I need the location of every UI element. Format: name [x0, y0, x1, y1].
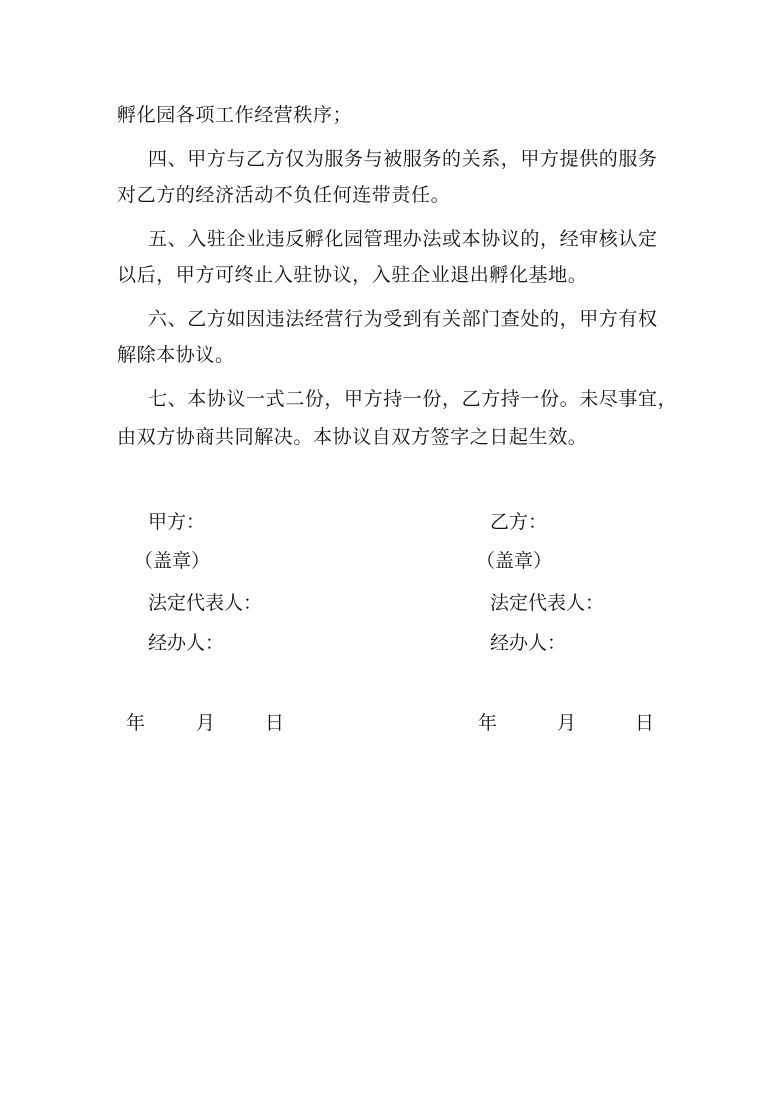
party-b-date-month: 月	[557, 712, 577, 734]
clause-7-line-2: 由双方协商共同解决。本协议自双方签字之日起生效。	[117, 426, 588, 448]
clause-7-line-1: 七、本协议一式二份，甲方持一份，乙方持一份。未尽事宜，	[148, 388, 678, 410]
party-a-label: 甲方：	[148, 511, 206, 533]
clause-5-line-1: 五、入驻企业违反孵化园管理办法或本协议的，经审核认定	[148, 228, 658, 250]
party-a-seal: （盖章）	[134, 550, 211, 572]
party-b-handler: 经办人：	[490, 632, 567, 654]
clause-6-line-2: 解除本协议。	[117, 344, 235, 366]
party-a-legal-rep: 法定代表人：	[148, 592, 263, 614]
party-b-legal-rep: 法定代表人：	[490, 592, 605, 614]
clause-6-line-1: 六、乙方如因违法经营行为受到有关部门查处的，甲方有权	[148, 308, 658, 330]
party-b-date-day: 日	[635, 712, 655, 734]
party-b-date-year: 年	[478, 712, 498, 734]
clause-4-line-2: 对乙方的经济活动不负任何连带责任。	[117, 184, 451, 206]
party-a-date-day: 日	[265, 712, 285, 734]
party-a-date-month: 月	[196, 712, 216, 734]
intro-tail-text: 孵化园各项工作经营秩序；	[117, 104, 353, 126]
party-a-handler: 经办人：	[148, 632, 225, 654]
clause-5-line-2: 以后，甲方可终止入驻协议，入驻企业退出孵化基地。	[117, 264, 588, 286]
party-b-seal: （盖章）	[476, 550, 553, 572]
party-b-label: 乙方：	[490, 511, 548, 533]
clause-4-line-1: 四、甲方与乙方仅为服务与被服务的关系，甲方提供的服务	[148, 148, 658, 170]
party-a-date-year: 年	[126, 712, 146, 734]
